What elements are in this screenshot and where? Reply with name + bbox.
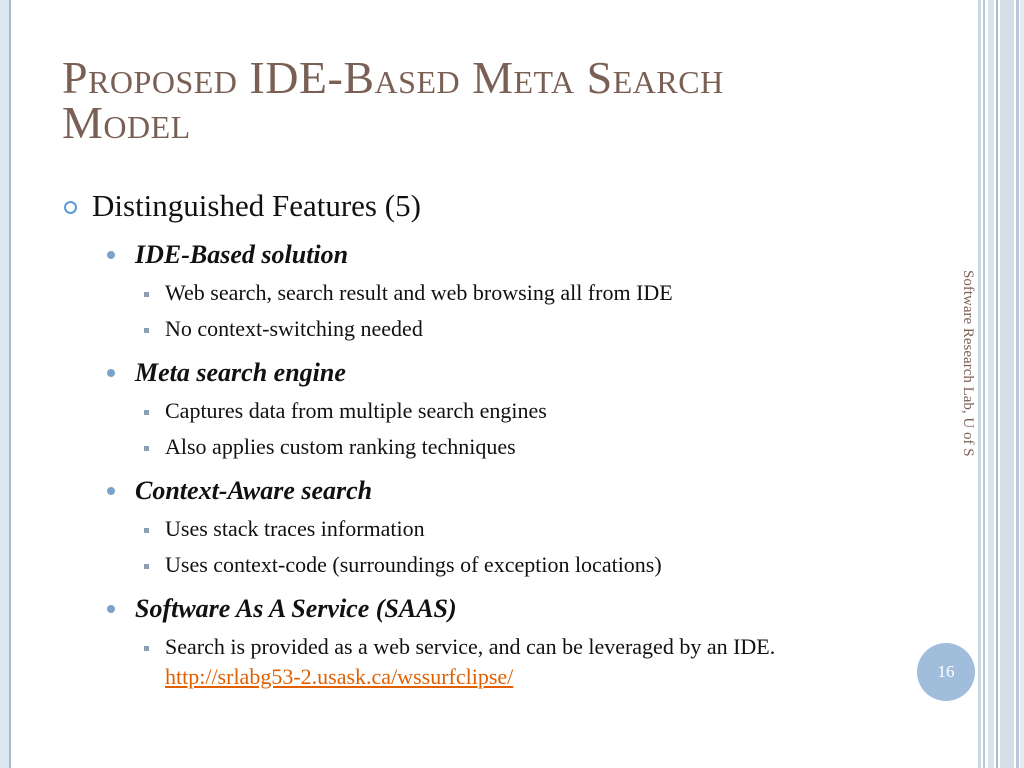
section-heading: [64, 356, 924, 390]
list-item: [64, 550, 924, 580]
list-item: [64, 632, 845, 692]
main-bullet-text: Distinguished Features (5): [92, 188, 421, 223]
list-item-text: Uses context-code (surroundings of exception locations): [165, 552, 662, 577]
section-heading-text: Context-Aware search: [135, 476, 373, 505]
square-bullet-icon: [144, 328, 149, 333]
left-border-line: [9, 0, 11, 768]
section-heading: [64, 592, 924, 626]
square-bullet-icon: [144, 410, 149, 415]
list-item-text: Also applies custom ranking techniques: [165, 434, 516, 459]
square-bullet-icon: [144, 646, 149, 651]
section-heading-text: Software As A Service (SAAS): [135, 594, 457, 623]
right-stripe: [1016, 0, 1019, 768]
main-bullet: [64, 186, 924, 226]
section-heading-text: Meta search engine: [135, 358, 346, 387]
square-bullet-icon: [144, 446, 149, 451]
list-item-text: No context-switching needed: [165, 316, 423, 341]
slide-title: [62, 52, 922, 148]
list-item: [64, 432, 924, 462]
section-heading-text: IDE-Based solution: [135, 240, 349, 269]
list-item: [64, 396, 924, 426]
right-stripe: [1020, 0, 1024, 768]
circle-bullet-icon: [64, 201, 77, 214]
list-item-text: Captures data from multiple search engines: [165, 398, 547, 423]
page-number: 16: [937, 662, 955, 681]
square-bullet-icon: [144, 292, 149, 297]
dot-bullet-icon: [107, 369, 115, 377]
service-link[interactable]: http://srlabg53-2.usask.ca/wssurfclipse/: [165, 664, 514, 689]
section-heading: [64, 474, 924, 508]
list-item-text: Search is provided as a web service, and can be leveraged by an IDE.: [165, 634, 776, 659]
right-stripe: [983, 0, 985, 768]
section-heading: [64, 238, 924, 272]
title-line-1: Proposed IDE-Based Meta Search: [62, 52, 724, 103]
right-stripe: [988, 0, 994, 768]
slide-content: [64, 186, 924, 692]
right-stripe: [996, 0, 998, 768]
dot-bullet-icon: [107, 487, 115, 495]
list-item-text: Uses stack traces information: [165, 516, 425, 541]
list-item: [64, 514, 924, 544]
list-item-text: Web search, search result and web browsing all from IDE: [165, 280, 673, 305]
left-border: [0, 0, 9, 768]
side-label: Software Research Lab, U of S: [960, 270, 976, 457]
right-stripe: [978, 0, 981, 768]
dot-bullet-icon: [107, 251, 115, 259]
list-item: [64, 314, 924, 344]
square-bullet-icon: [144, 564, 149, 569]
list-item: [64, 278, 924, 308]
title-line-2: Model: [62, 97, 191, 148]
dot-bullet-icon: [107, 605, 115, 613]
square-bullet-icon: [144, 528, 149, 533]
page-number-badge: [917, 643, 975, 701]
right-stripe: [1000, 0, 1014, 768]
